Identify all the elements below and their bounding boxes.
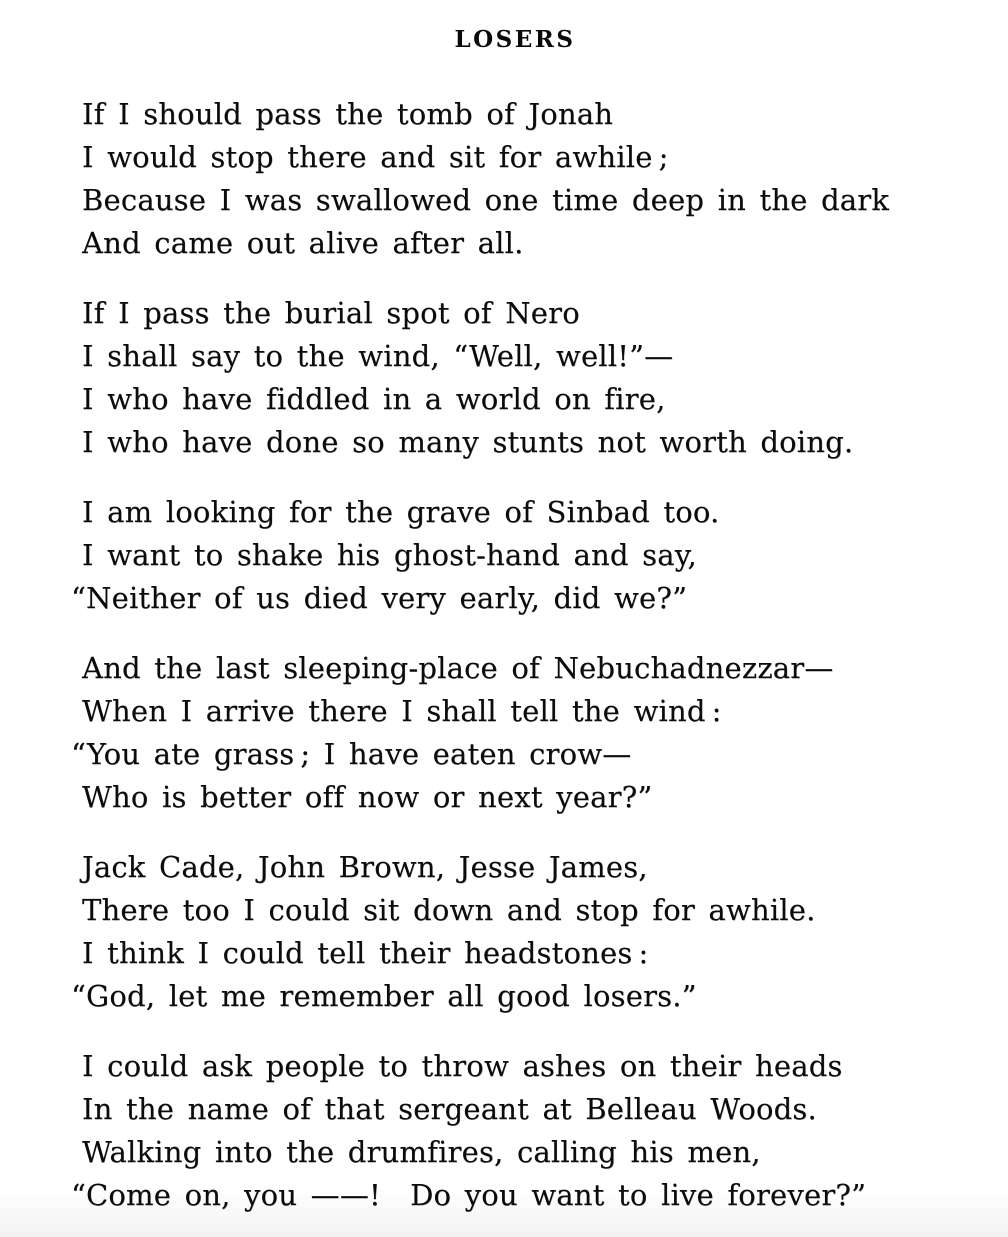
poem-line: I am looking for the grave of Sinbad too. <box>82 495 720 529</box>
poem-title: LOSERS <box>454 26 576 53</box>
poem-line: “You ate grass ; I have eaten crow— <box>70 737 632 771</box>
poem-line: I who have fiddled in a world on fire, <box>82 382 666 416</box>
poem-line: I who have done so many stunts not worth doing. <box>82 425 854 459</box>
poem-body <box>70 93 968 1237</box>
poem-line: I think I could tell their headstones : <box>82 936 649 970</box>
stanza-nebuchadnezzar <box>70 647 968 819</box>
poem-line: “Come on, you ——! Do you want to live forever?” <box>70 1178 867 1212</box>
poem-line: And came out alive after all. <box>82 226 524 260</box>
poem-line: There too I could sit down and stop for awhile. <box>82 893 816 927</box>
stanza-jonah <box>82 93 968 265</box>
poem-line: If I pass the burial spot of Nero <box>82 296 580 330</box>
poem-line: I want to shake his ghost-hand and say, <box>82 538 697 572</box>
poem-line: When I arrive there I shall tell the wind : <box>82 694 722 728</box>
poem-line: Walking into the drumfires, calling his men, <box>82 1135 761 1169</box>
poem-line: “Neither of us died very early, did we?” <box>70 581 688 615</box>
poem-line: I shall say to the wind, “Well, well!”— <box>82 339 674 373</box>
poem-line: “God, let me remember all good losers.” <box>70 979 697 1013</box>
poem-line: I could ask people to throw ashes on their heads <box>82 1049 843 1083</box>
poem-line: Who is better off now or next year?” <box>82 780 653 814</box>
poem-line: I would stop there and sit for awhile ; <box>82 140 669 174</box>
stanza-nero <box>82 292 968 464</box>
stanza-sinbad <box>70 491 968 620</box>
poem-line: In the name of that sergeant at Belleau Woods. <box>82 1092 817 1126</box>
poem-line: If I should pass the tomb of Jonah <box>82 97 614 131</box>
poem-line: Jack Cade, John Brown, Jesse James, <box>82 850 648 884</box>
stanza-belleau-woods <box>70 1045 968 1217</box>
stanza-good-losers <box>70 846 968 1018</box>
poem-line: And the last sleeping-place of Nebuchadnezzar— <box>82 651 834 685</box>
poem-line: Because I was swallowed one time deep in the dark <box>82 183 890 217</box>
